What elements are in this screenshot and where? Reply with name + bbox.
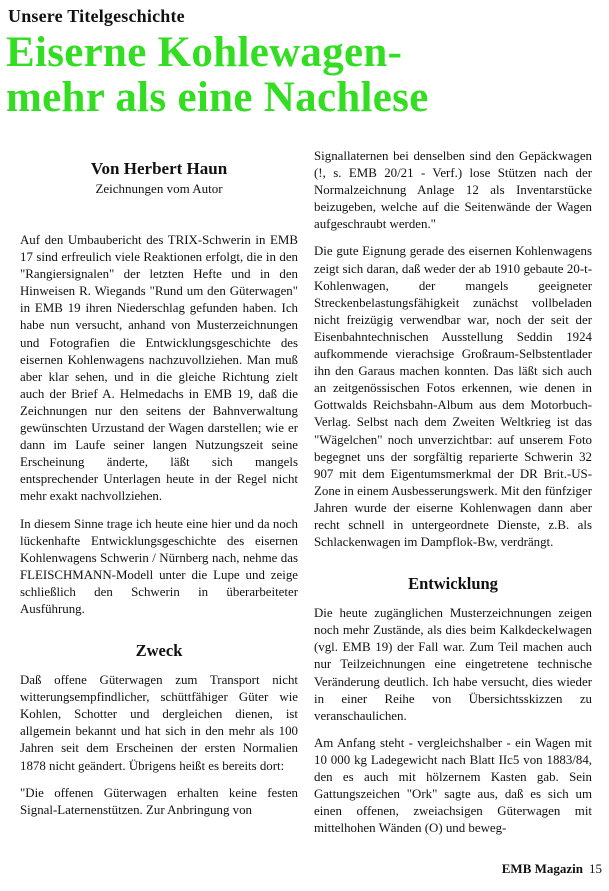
headline bbox=[6, 30, 606, 120]
paragraph-context: In diesem Sinne trage ich heute eine hier und da noch lückenhafte Entwicklungsgeschichte des eisernen Kohlenwagens Schwerin / Nürnberg nach, nehme das FLEISCHMANN-Modell unter die Lupe und zeige schließlich den Schwerin in überarbeiteter Ausführung. bbox=[20, 516, 298, 616]
paragraph-quote-start: "Die offenen Güterwagen erhalten keine festen Signal-Laternenstützen. Zur Anbringung von bbox=[20, 785, 298, 817]
byline-credit: Zeichnungen vom Autor bbox=[95, 181, 223, 196]
paragraph-quote-end: Signallaternen bei denselben sind den Gepäckwagen (!, s. EMB 20/21 - Verf.) lose Stützen nach der Normalzeichnung Anlage 12 als Inventarstücke beizugeben, welche auf die Seitenwände der Wagen aufgeschraubt werden." bbox=[314, 149, 592, 232]
headline-line-2: mehr als eine Nachlese bbox=[6, 74, 429, 121]
byline bbox=[20, 158, 298, 198]
footer-magazine: EMB Magazin bbox=[501, 861, 583, 876]
section-heading-entwicklung: Entwicklung bbox=[408, 574, 498, 594]
page-footer bbox=[440, 861, 602, 877]
paragraph-anfang: Am Anfang steht - vergleichshalber - ein Wagen mit 10 000 kg Ladegewicht nach Blatt IIc5 von 1883/84, den es auch mit hölzernem Kasten gab. Sein Gattungszeichen "Ork" sagte aus, daß es sich um einen offenen, zweiachsigen Güterwagen mit mittelhohen Wänden (O) und beweg- bbox=[314, 735, 592, 836]
page-number: 15 bbox=[589, 861, 602, 876]
paragraph-intro: Auf den Umbaubericht des TRIX-Schwerin in EMB 17 sind erfreulich viele Reaktionen erfolgt, die in den "Rangiersignalen" der letzten Hefte und in den Hinweisen R. Wiegands "Rund um den Güterwagen" in EMB 19 ihren Niederschlag gefunden haben. Ich habe nun versucht, anhand von Musterzeichnungen und Fotografien die Entwicklungsgeschichte des eisernen Kohlenwagens nachzuvollziehen. Man muß aber klar sehen, und in die gleiche Richtung zielt auch der Brief A. Helmedachs in EMB 19, daß die Zeichnungen nur den seitens der Bahnverwaltung gewünschten Urzustand der Wagen darstellen; wie er dann im Laufe seiner langen Nutzungszeit seine Erscheinung änderte, läßt sich mangels entsprechender Unterlagen heute in der Regel nicht mehr exakt nachvollziehen. bbox=[20, 233, 298, 504]
headline-line-1: Eiserne Kohlewagen- bbox=[6, 29, 403, 76]
paragraph-eignung: Die gute Eignung gerade des eisernen Kohlenwagens zeigt sich daran, daß weder der ab 1910 gebaute 20-t-Kohlenwagen, der mangels geeigneter Streckenbelastungsfähigkeit zunächst vollbeladen nicht freizügig verwendbar war, noch der seit der Eisenbahntechnischen Ausstellung Seddin 1924 aufkommende vierachsige Großraum-Selbstentlader ihn den Garaus machen konnten. Das läßt sich auch an zeitgenössischen Fotos erkennen, wie denen in Gottwalds Reichsbahn-Album aus dem Motorbuch-Verlag. Selbst nach dem Zweiten Weltkrieg ist das "Wägelchen" noch unverzichtbar: auf unserem Foto begegnet uns der sorgfältig reparierte Schwerin 32 907 mit dem Eigentumsmerkmal der DR Brit.-US-Zone in einem Ausbesserungswerk. Mit den fünfziger Jahren wurde der eiserne Kohlenwagen dann aber recht schnell in untergeordnete Dienste, z.B. als Schlackenwagen im Dampflok-Bw, verdrängt. bbox=[314, 244, 592, 550]
paragraph-entwicklung: Die heute zugänglichen Musterzeichnungen zeigen noch mehr Zustände, als dies beim Kalkdeckelwagen (vgl. EMB 19) der Fall war. Zum Teil machen auch nur Teilzeichnungen eine eingetretene technische Veränderung deutlich. Ich habe versucht, dies wieder in einer Reihe von Übersichtsskizzen zu veranschaulichen. bbox=[314, 606, 592, 723]
right-column bbox=[314, 148, 592, 847]
section-kicker: Unsere Titelgeschichte bbox=[8, 6, 185, 26]
paragraph-zweck: Daß offene Güterwagen zum Transport nicht witterungsempfindlicher, schüttfähiger Güter wie Kohlen, Schotter und dergleichen dienen, ist allgemein bekannt und hat sich in den mehr als 100 Jahren seit dem Erscheinen der ersten Normalien 1878 nicht geändert. Übrigens heißt es bereits dort: bbox=[20, 673, 298, 773]
byline-author: Von Herbert Haun bbox=[90, 159, 228, 178]
left-column bbox=[20, 148, 298, 829]
section-heading-zweck: Zweck bbox=[135, 641, 183, 661]
